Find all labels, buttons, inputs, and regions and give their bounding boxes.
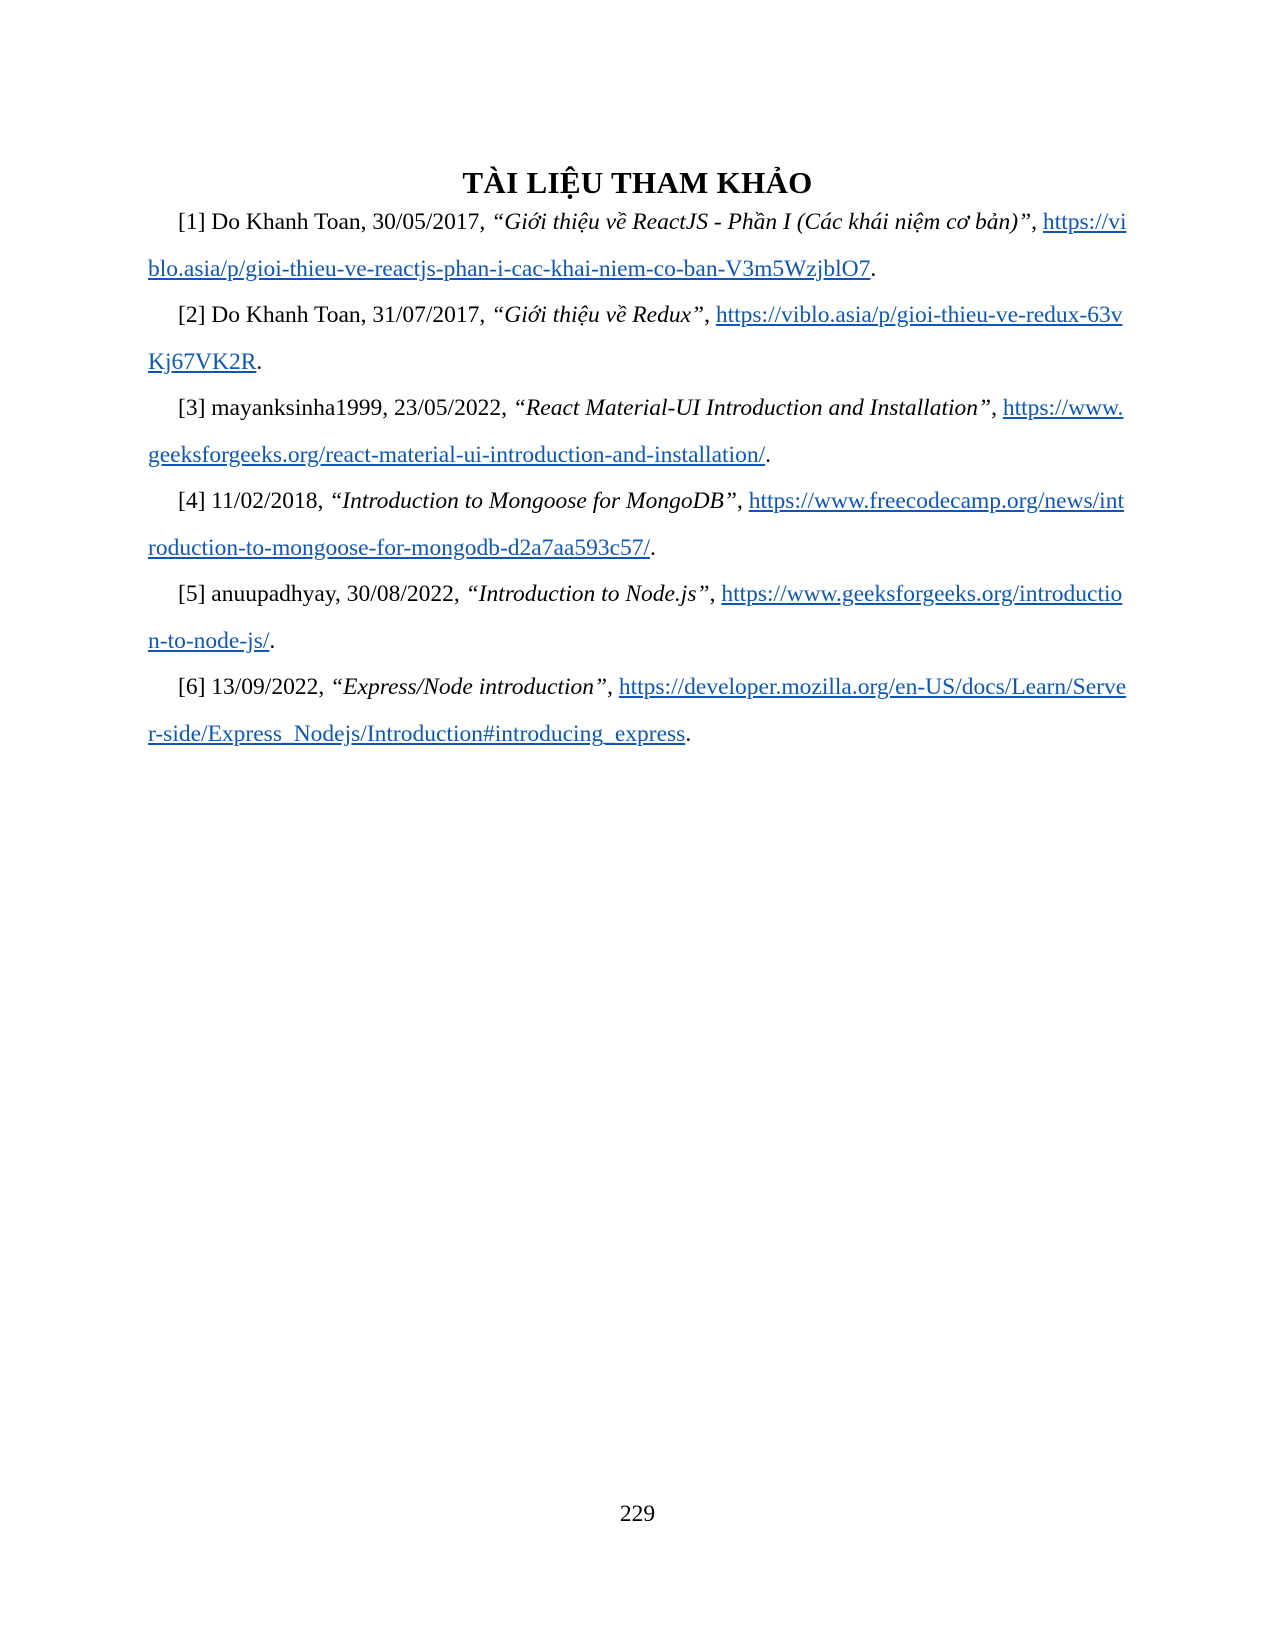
reference-title: “React Material-UI Introduction and Installation” <box>512 395 992 421</box>
reference-separator: , <box>1031 209 1043 235</box>
reference-separator: , <box>736 488 749 514</box>
reference-number: [1] <box>178 209 212 235</box>
reference-number: [4] <box>178 488 206 514</box>
reference-title: “Giới thiệu về Redux” <box>491 302 705 328</box>
reference-item-1 <box>148 199 1128 292</box>
reference-link[interactable]: https://developer.mozilla.org/en-US/docs/Learn/Server-side/Express_Nodejs/Introduction#introducing_express <box>148 674 1127 747</box>
reference-number: [6] <box>178 674 206 700</box>
reference-number: [2] <box>178 302 206 328</box>
reference-separator: , <box>991 395 1003 421</box>
reference-end: . <box>765 441 771 468</box>
reference-number: [5] <box>178 581 206 607</box>
reference-item-2 <box>148 292 1128 385</box>
reference-title: “Express/Node introduction” <box>330 674 608 700</box>
reference-link[interactable]: https://viblo.asia/p/gioi-thieu-ve-reactjs-phan-i-cac-khai-niem-co-ban-V3m5WzjblO7 <box>148 209 1127 282</box>
page-title: TÀI LIỆU THAM KHẢO <box>462 164 813 200</box>
reference-item-3 <box>148 385 1128 478</box>
reference-list <box>148 199 1128 757</box>
reference-separator: , <box>704 302 716 328</box>
reference-link[interactable]: https://www.freecodecamp.org/news/introduction-to-mongoose-for-mongodb-d2a7aa593c57/ <box>148 488 1124 561</box>
reference-item-6 <box>148 664 1128 757</box>
reference-end: . <box>685 720 692 747</box>
reference-separator: , <box>709 581 722 607</box>
reference-title: “Giới thiệu về ReactJS - Phần I (Các khái niệm cơ bản)” <box>491 209 1032 235</box>
reference-link[interactable]: https://www.geeksforgeeks.org/react-material-ui-introduction-and-installation/ <box>148 395 1124 468</box>
reference-title: “Introduction to Mongoose for MongoDB” <box>329 488 737 514</box>
reference-end: . <box>269 627 276 654</box>
reference-author-date: Do Khanh Toan, 31/07/2017, <box>205 302 492 328</box>
reference-link[interactable]: https://viblo.asia/p/gioi-thieu-ve-redux-63vKj67VK2R <box>148 302 1123 375</box>
reference-item-5 <box>148 571 1128 664</box>
reference-author-date: mayanksinha1999, 23/05/2022, <box>205 395 513 421</box>
reference-number: [3] <box>178 395 206 421</box>
reference-end: . <box>650 534 656 561</box>
reference-title: “Introduction to Node.js” <box>465 581 710 607</box>
reference-link[interactable]: https://www.geeksforgeeks.org/introduction-to-node-js/ <box>148 581 1123 654</box>
reference-author-date: anuupadhyay, 30/08/2022, <box>205 581 466 607</box>
reference-item-4 <box>148 478 1128 571</box>
reference-author-date: Do Khanh Toan, 30/05/2017, <box>211 209 492 235</box>
page-number: 229 <box>619 1501 656 1527</box>
reference-author-date: 13/09/2022, <box>205 674 331 700</box>
reference-end: . <box>870 255 877 282</box>
reference-author-date: 11/02/2018, <box>205 488 330 514</box>
reference-end: . <box>256 348 263 375</box>
reference-separator: , <box>607 674 619 700</box>
